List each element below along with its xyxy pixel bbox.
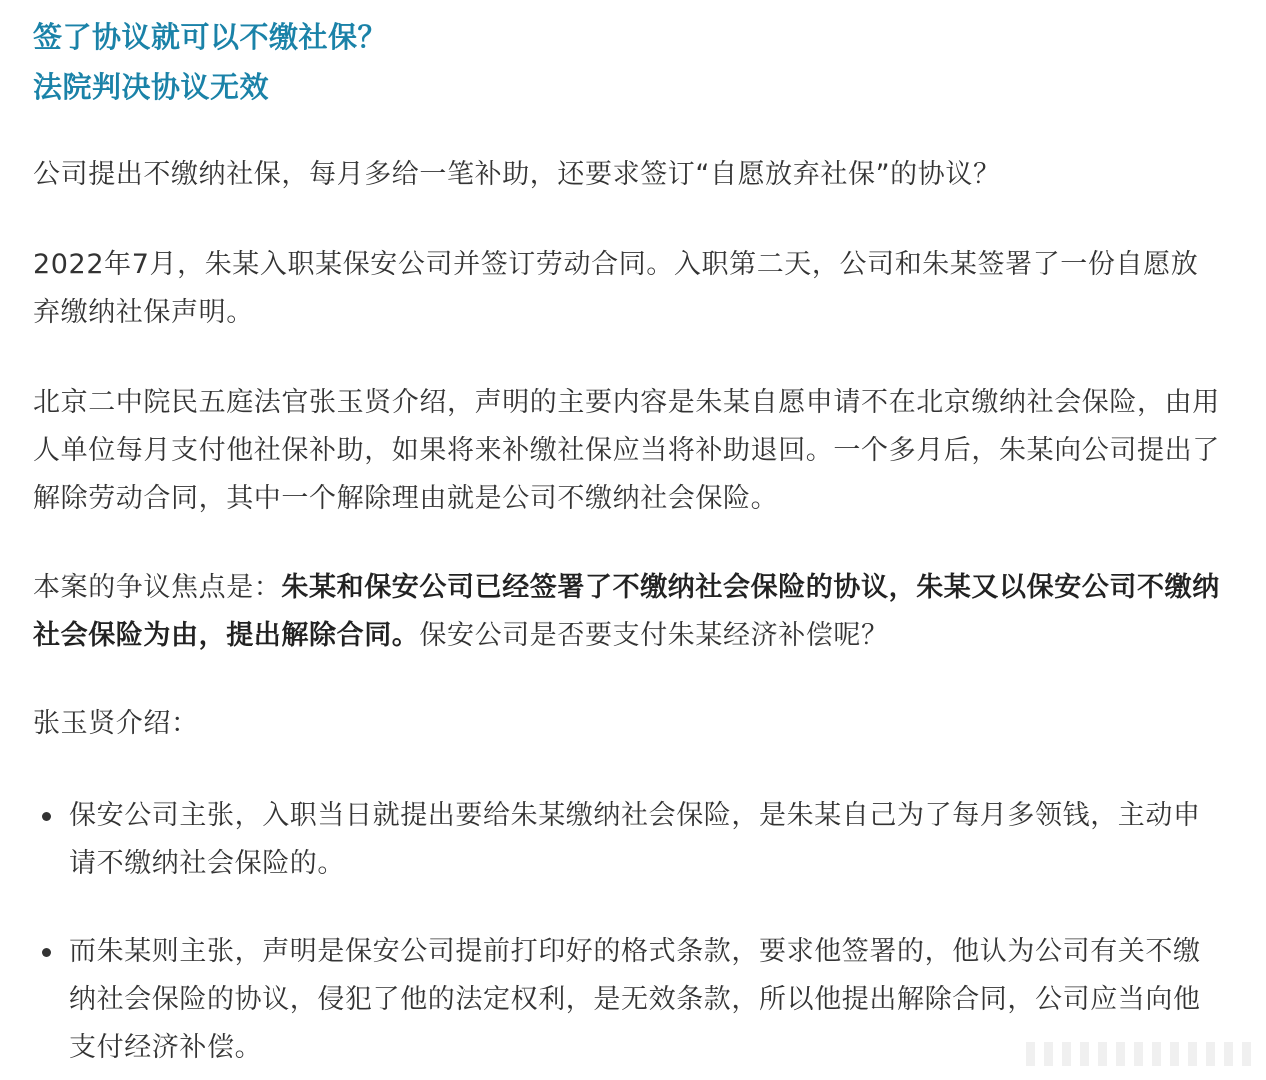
- bullet-dot-icon: [33, 792, 69, 840]
- list-item-text: 而朱某则主张，声明是保安公司提前打印好的格式条款，要求他签署的，他认为公司有关不缴纳社会保险的协议，侵犯了他的法定权利，是无效条款，所以他提出解除合同，公司应当向他支付经济补偿。: [69, 936, 1201, 1063]
- dispute-focus-bold: 朱某和保安公司已经签署了不缴纳社会保险的协议，朱某又以保安公司不缴纳社会保险为由，提出解除合同。: [33, 572, 1220, 651]
- dispute-focus-question: 保安公司是否要支付朱某经济补偿呢？: [419, 620, 889, 651]
- paragraph-dispute-focus: [33, 564, 1225, 660]
- watermark: [1026, 1042, 1256, 1066]
- paragraph-intro: 公司提出不缴纳社保，每月多给一笔补助，还要求签订“自愿放弃社保”的协议？: [33, 159, 1001, 190]
- article-title-line-1: 签了协议就可以不缴社保？: [33, 20, 388, 54]
- list-item-text: 保安公司主张，入职当日就提出要给朱某缴纳社会保险，是朱某自己为了每月多领钱，主动申请不缴纳社会保险的。: [69, 800, 1201, 879]
- paragraph-judge-says: 张玉贤介绍：: [33, 708, 199, 739]
- paragraph-judge-introduction: 北京二中院民五庭法官张玉贤介绍，声明的主要内容是朱某自愿申请不在北京缴纳社会保险，由用人单位每月支付他社保补助，如果将来补缴社保应当将补助退回。一个多月后，朱某向公司提出了解除劳动合同，其中一个解除理由就是公司不缴纳社会保险。: [33, 387, 1220, 514]
- dispute-focus-lead: 本案的争议焦点是：: [33, 572, 282, 603]
- list-item: [33, 792, 1225, 888]
- paragraph-background: 2022年7月，朱某入职某保安公司并签订劳动合同。入职第二天，公司和朱某签署了一份自愿放弃缴纳社保声明。: [33, 249, 1199, 328]
- bullet-dot-icon: [33, 928, 69, 976]
- article: [33, 12, 1225, 1063]
- article-title-line-2: 法院判决协议无效: [33, 70, 270, 104]
